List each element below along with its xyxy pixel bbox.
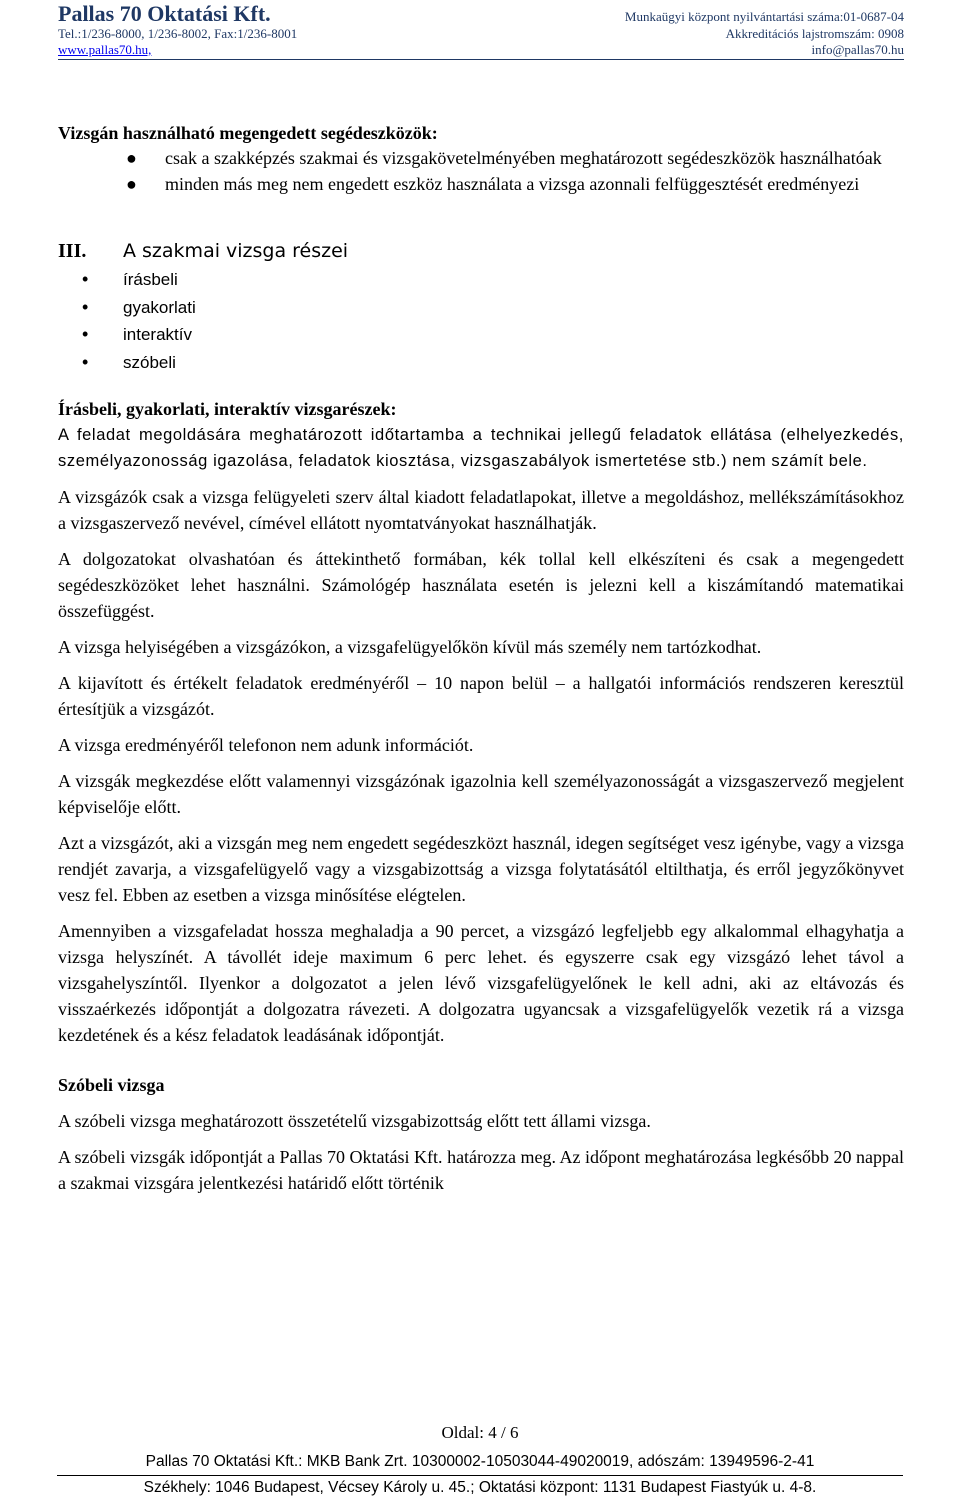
address-line: Székhely: 1046 Budapest, Vécsey Károly u. 45.; Oktatási központ: 1131 Budapest Fiastyúk u. 4-8. xyxy=(143,1479,817,1496)
paragraph: A szóbeli vizsgák időpontját a Pallas 70 Oktatási Kft. határozza meg. Az időpont meghatározása legkésőbb 20 nappal a szakmai vizsgára jelentkezési határidő előtt történik xyxy=(58,1147,904,1193)
bullet-icon: • xyxy=(82,269,89,289)
header-divider xyxy=(58,59,904,60)
oral-heading: Szóbeli vizsga xyxy=(58,1075,165,1095)
phone-fax: Tel.:1/236-8000, 1/236-8002, Fax:1/236-8001 xyxy=(58,26,298,41)
list-item: ● csak a szakképzés szakmai és vizsgakövetelményében meghatározott segédeszközök használhatóak xyxy=(58,145,904,171)
company-name: Pallas 70 Oktatási Kft. xyxy=(58,1,271,26)
page-number: Oldal: 4 / 6 xyxy=(441,1423,519,1442)
paragraph: Azt a vizsgázót, aki a vizsgán meg nem engedett segédeszközt használ, idegen segítséget vesz igénybe, vagy a vizsga rendjét zavarja, a vizsgafelügyelő vagy a vizsgabizottság a vizsga folytatásától eltilthatja, és erről jegyzőkönyvet vesz fel. Ebben az esetben a vizsga minősítése elégtelen. xyxy=(58,833,904,905)
tools-list xyxy=(58,145,904,197)
list-item: • interaktív xyxy=(58,321,904,349)
section-number: III. xyxy=(58,240,87,262)
paragraph: A kijavított és értékelt feladatok eredményéről – 10 napon belül – a hallgatói információs rendszeren keresztül értesítjük a vizsgázót. xyxy=(58,673,904,719)
list-item: • írásbeli xyxy=(58,266,904,294)
bullet-icon: ● xyxy=(126,148,137,168)
registration-number: Munkaügyi központ nyilvántartási száma:01-0687-04 xyxy=(624,9,904,24)
exam-parts-list xyxy=(58,266,904,376)
paragraph: A vizsga helyiségében a vizsgázókon, a vizsgafelügyelőkön kívül más személy nem tartózkodhat. xyxy=(58,637,762,657)
website-link[interactable]: www.pallas70.hu, xyxy=(58,42,152,57)
bullet-icon: • xyxy=(82,324,89,344)
section-title: A szakmai vizsga részei xyxy=(123,240,349,262)
list-item: ● minden más meg nem engedett eszköz használata a vizsga azonnali felfüggesztését eredményezi xyxy=(58,171,904,197)
paragraph: Amennyiben a vizsgafeladat hossza meghaladja a 90 percet, a vizsgázó legfeljebb egy alkalommal elhagyhatja a vizsga helyszínét. A távollét ideje maximum 6 perc lehet. és egyszerre csak egy vizsgázó lehet távol a vizsgahelyszíntől. Ilyenkor a dolgozatot a jelen lévő vizsgafelügyelőnek le kell adni, aki az eltávozás és visszaérkezés időpontját a dolgozatra rávezeti. A dolgozatra ugyancsak a vizsgafelügyelők vezetik rá a vizsga kezdetének és a kész feladatok leadásának időpontját. xyxy=(58,921,904,1045)
paragraph: A vizsgák megkezdése előtt valamennyi vizsgázónak igazolnia kell személyazonosságát a vizsgaszervező megjelent képviselője előtt. xyxy=(58,771,904,817)
written-heading: Írásbeli, gyakorlati, interaktív vizsgarészek: xyxy=(58,399,397,419)
list-item: • szóbeli xyxy=(58,349,904,377)
paragraph: A vizsga eredményéről telefonon nem adunk információt. xyxy=(58,735,474,755)
paragraph: A dolgozatokat olvashatóan és áttekinthető formában, kék tollal kell elkészíteni és csak a megengedett segédeszközöket lehet használni. Számológép használata esetén is jelezni kell a kiszámítandó matematikai összefüggést. xyxy=(58,549,904,621)
bullet-icon: • xyxy=(82,296,89,317)
written-intro: A feladat megoldására meghatározott időtartamba a technikai jellegű feladatok ellátása (elhelyezkedés, személyazonosság igazolása, feladatok kiosztása, vizsgaszabályok ismertetése stb.) nem számít bele. xyxy=(58,426,904,470)
footer-divider xyxy=(57,1475,903,1476)
page-footer xyxy=(0,1423,960,1498)
email-address[interactable]: info@pallas70.hu xyxy=(811,42,904,57)
bullet-icon: • xyxy=(82,351,89,372)
section-heading xyxy=(58,240,904,263)
accreditation-number: Akkreditációs lajstromszám: 0908 xyxy=(725,26,904,41)
tools-heading: Vizsgán használható megengedett segédeszközök: xyxy=(58,123,438,143)
bank-details: Pallas 70 Oktatási Kft.: MKB Bank Zrt. 10300002-10503044-49020019, adószám: 13949596-2-41 xyxy=(145,1453,815,1470)
paragraph: A vizsgázók csak a vizsga felügyeleti szerv által kiadott feladatlapokat, illetve a megoldáshoz, mellékszámításokhoz a vizsgaszervező nevével, címével ellátott nyomtatványokat használhatják. xyxy=(58,487,904,533)
list-item: • gyakorlati xyxy=(58,294,904,322)
bullet-icon: ● xyxy=(126,174,137,194)
paragraph: A szóbeli vizsga meghatározott összetételű vizsgabizottság előtt tett állami vizsga. xyxy=(58,1111,651,1131)
letterhead xyxy=(58,2,904,60)
page-body xyxy=(58,121,904,1196)
